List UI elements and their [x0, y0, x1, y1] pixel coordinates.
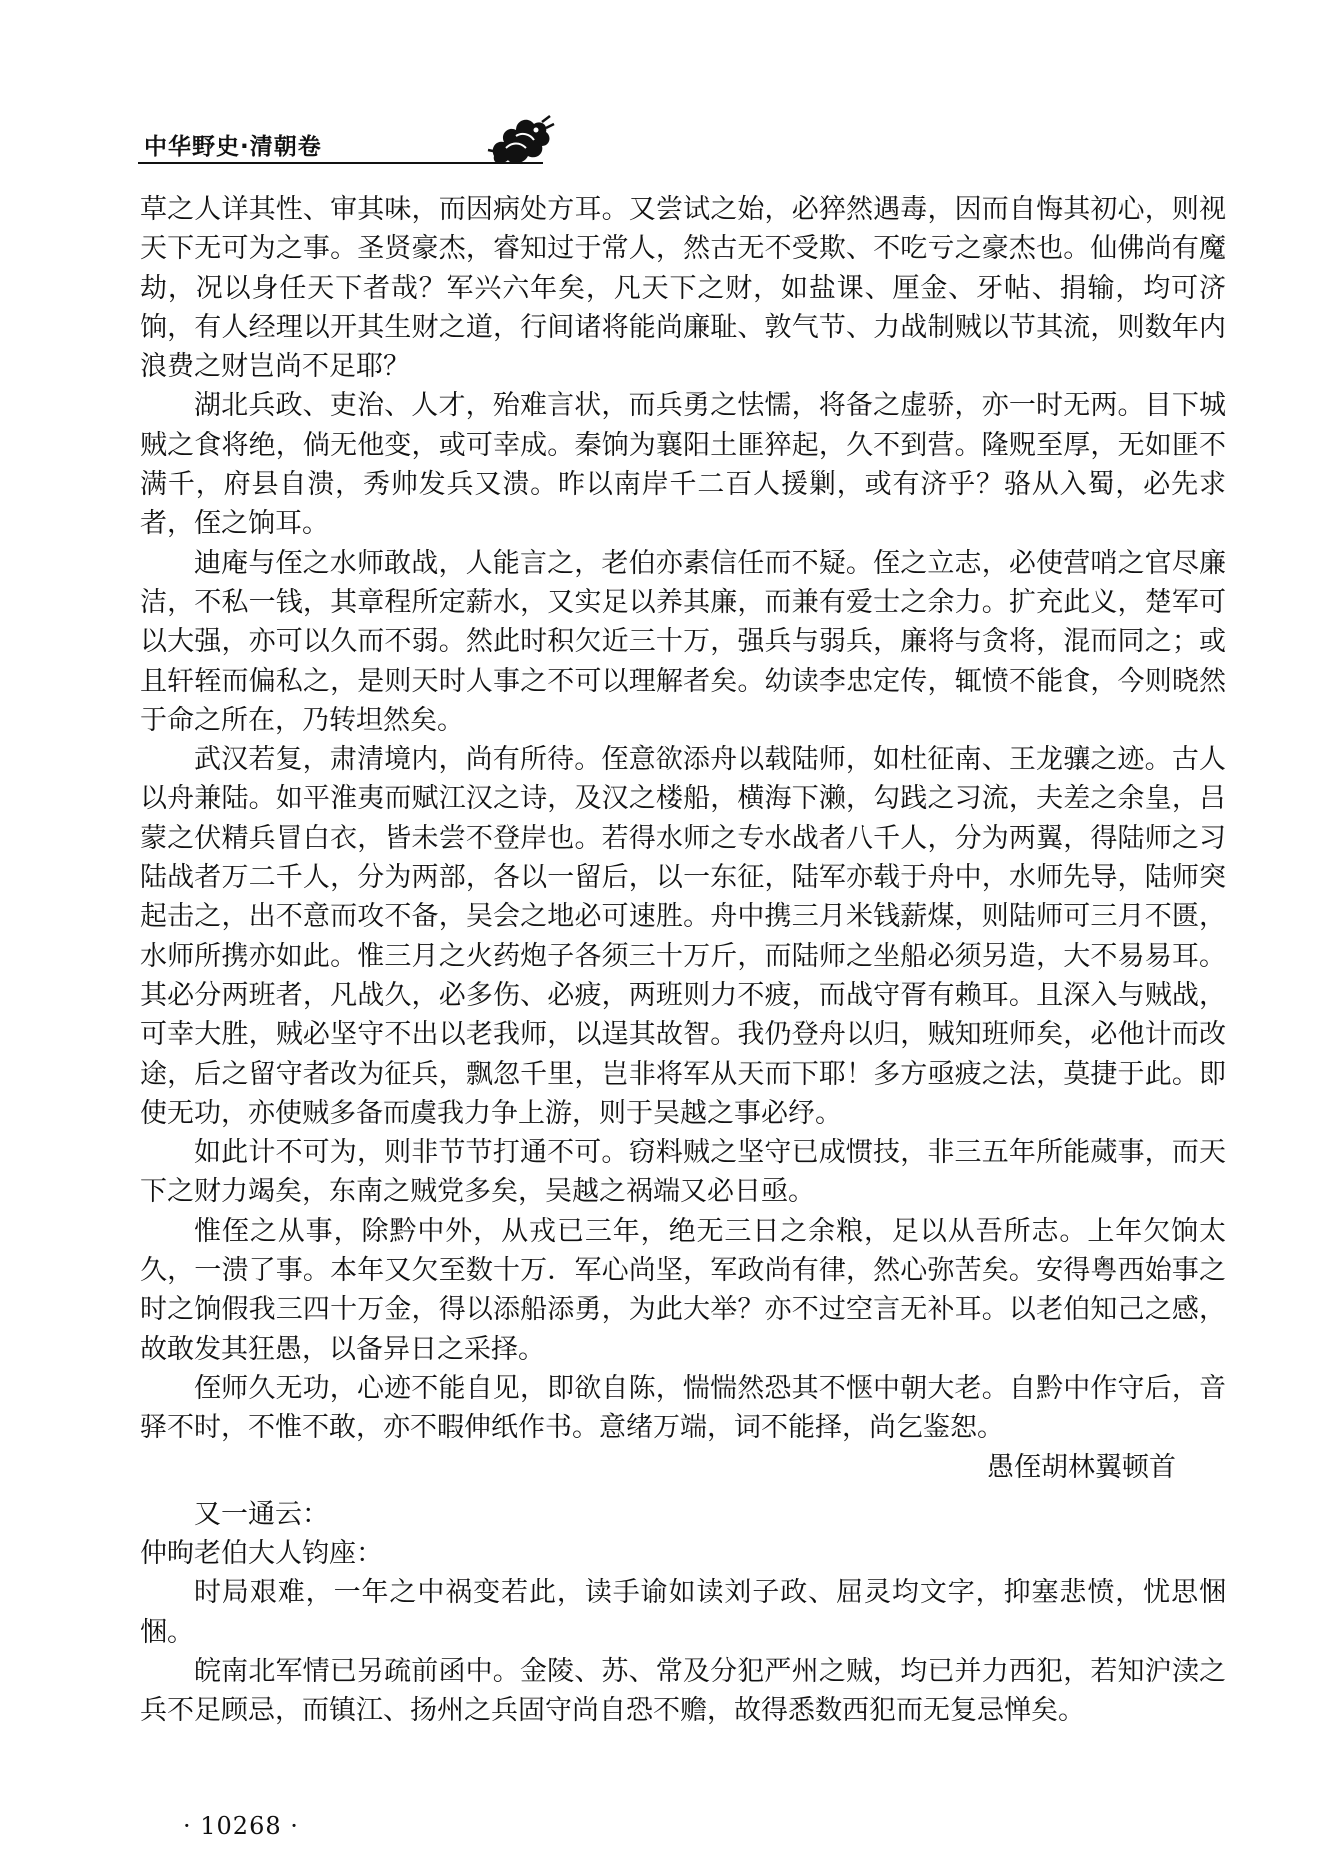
running-header	[138, 112, 1228, 172]
paragraph: 湖北兵政、吏治、人才，殆难言状，而兵勇之怯懦，将备之虚骄，亦一时无两。目下城贼之食将绝，倘无他变，或可幸成。秦饷为襄阳土匪猝起，久不到营。隆贶至厚，无如匪不满千，府县自溃，秀帅发兵又溃。昨以南岸千二百人援剿，或有济乎？骆从入蜀，必先求者，侄之饷耳。	[140, 390, 1226, 540]
paragraph: 迪庵与侄之水师敢战，人能言之，老伯亦素信任而不疑。侄之立志，必使营哨之官尽廉洁，不私一钱，其章程所定薪水，又实足以养其廉，而兼有爱士之余力。扩充此义，楚军可以大强，亦可以久而不弱。然此时积欠近三十万，强兵与弱兵，廉将与贪将，混而同之；或且轩轾而偏私之，是则天时人事之不可以理解者矣。幼读李忠定传，辄愤不能食，今则晓然于命之所在，乃转坦然矣。	[140, 547, 1226, 736]
paragraph: 草之人详其性、审其味，而因病处方耳。又尝试之始，必猝然遇毒，因而自悔其初心，则视天下无可为之事。圣贤豪杰，睿知过于常人，然古无不受欺、不吃亏之豪杰也。仙佛尚有魔劫，况以身任天下者哉？军兴六年矣，凡天下之财，如盐课、厘金、牙帖、捐输，均可济饷，有人经理以开其生财之道，行间诸将能尚廉耻、敦气节、力战制贼以节其流，则数年内浪费之财岂尚不足耶？	[140, 194, 1226, 383]
paragraph: 如此计不可为，则非节节打通不可。窃料贼之坚守已成惯技，非三五年所能蒇事，而天下之财力竭矣，东南之贼党多矣，吴越之祸端又必日亟。	[140, 1137, 1226, 1208]
paragraph: 时局艰难，一年之中祸变若此，读手谕如读刘子政、屈灵均文字，抑塞悲愤，忧思悃悃。	[140, 1577, 1226, 1648]
header-rule	[138, 162, 543, 164]
paragraph: 惟侄之从事，除黔中外，从戎已三年，绝无三日之余粮，足以从吾所志。上年欠饷太久，一溃了事。本年又欠至数十万．军心尚坚，军政尚有律，然心弥苦矣。安得粤西始事之时之饷假我三四十万金，得以添船添勇，为此大举？亦不过空言无补耳。以老伯知己之感，故敢发其狂愚，以备异日之采择。	[140, 1215, 1226, 1365]
paragraph: 皖南北军情已另疏前函中。金陵、苏、常及分犯严州之贼，均已并力西犯，若知沪渎之兵不足顾忌，而镇江、扬州之兵固守尚自恐不赡，故得悉数西犯而无复忌惮矣。	[140, 1655, 1226, 1727]
signature: 愚侄胡林翼顿首	[987, 1451, 1176, 1483]
paragraph: 武汉若复，肃清境内，尚有所待。侄意欲添舟以载陆师，如杜征南、王龙骧之迹。古人以舟兼陆。如平淮夷而赋江汉之诗，及汉之楼船，横海下濑，勾践之习流，夫差之余皇，吕蒙之伏精兵冒白衣，皆未尝不登岸也。若得水师之专水战者八千人，分为两翼，得陆师之习陆战者万二千人，分为两部，各以一留后，以一东征，陆军亦载于舟中，水师先导，陆师突起击之，出不意而攻不备，吴会之地必可速胜。舟中携三月米钱薪煤，则陆师可三月不匮，水师所携亦如此。惟三月之火药炮子各须三十万斤，而陆师之坐船必须另造，大不易易耳。其必分两班者，凡战久，必多伤、必疲，两班则力不疲，而战守胥有赖耳。且深入与贼战，可幸大胜，贼必坚守不出以老我师，以逞其故智。我仍登舟以归，贼知班师矣，必他计而改途，后之留守者改为征兵，飘忽千里，岂非将军从天而下耶！多方亟疲之法，莫捷于此。即使无功，亦使贼多备而虞我力争上游，则于吴越之事必纾。	[140, 744, 1226, 1129]
paragraph: 侄师久无功，心迹不能自见，即欲自陈，惴惴然恐其不惬中朝大老。自黔中作守后，音驿不时，不惟不敢，亦不暇伸纸作书。意绪万端，词不能择，尚乞鉴恕。	[140, 1372, 1226, 1444]
letter-intro: 又一通云：	[194, 1498, 329, 1530]
header-title: 中华野史·清朝卷	[144, 134, 322, 160]
salutation: 仲昫老伯大人钧座：	[140, 1538, 383, 1570]
body-text	[140, 190, 1226, 1731]
page-number: · 10268 ·	[183, 1812, 299, 1840]
